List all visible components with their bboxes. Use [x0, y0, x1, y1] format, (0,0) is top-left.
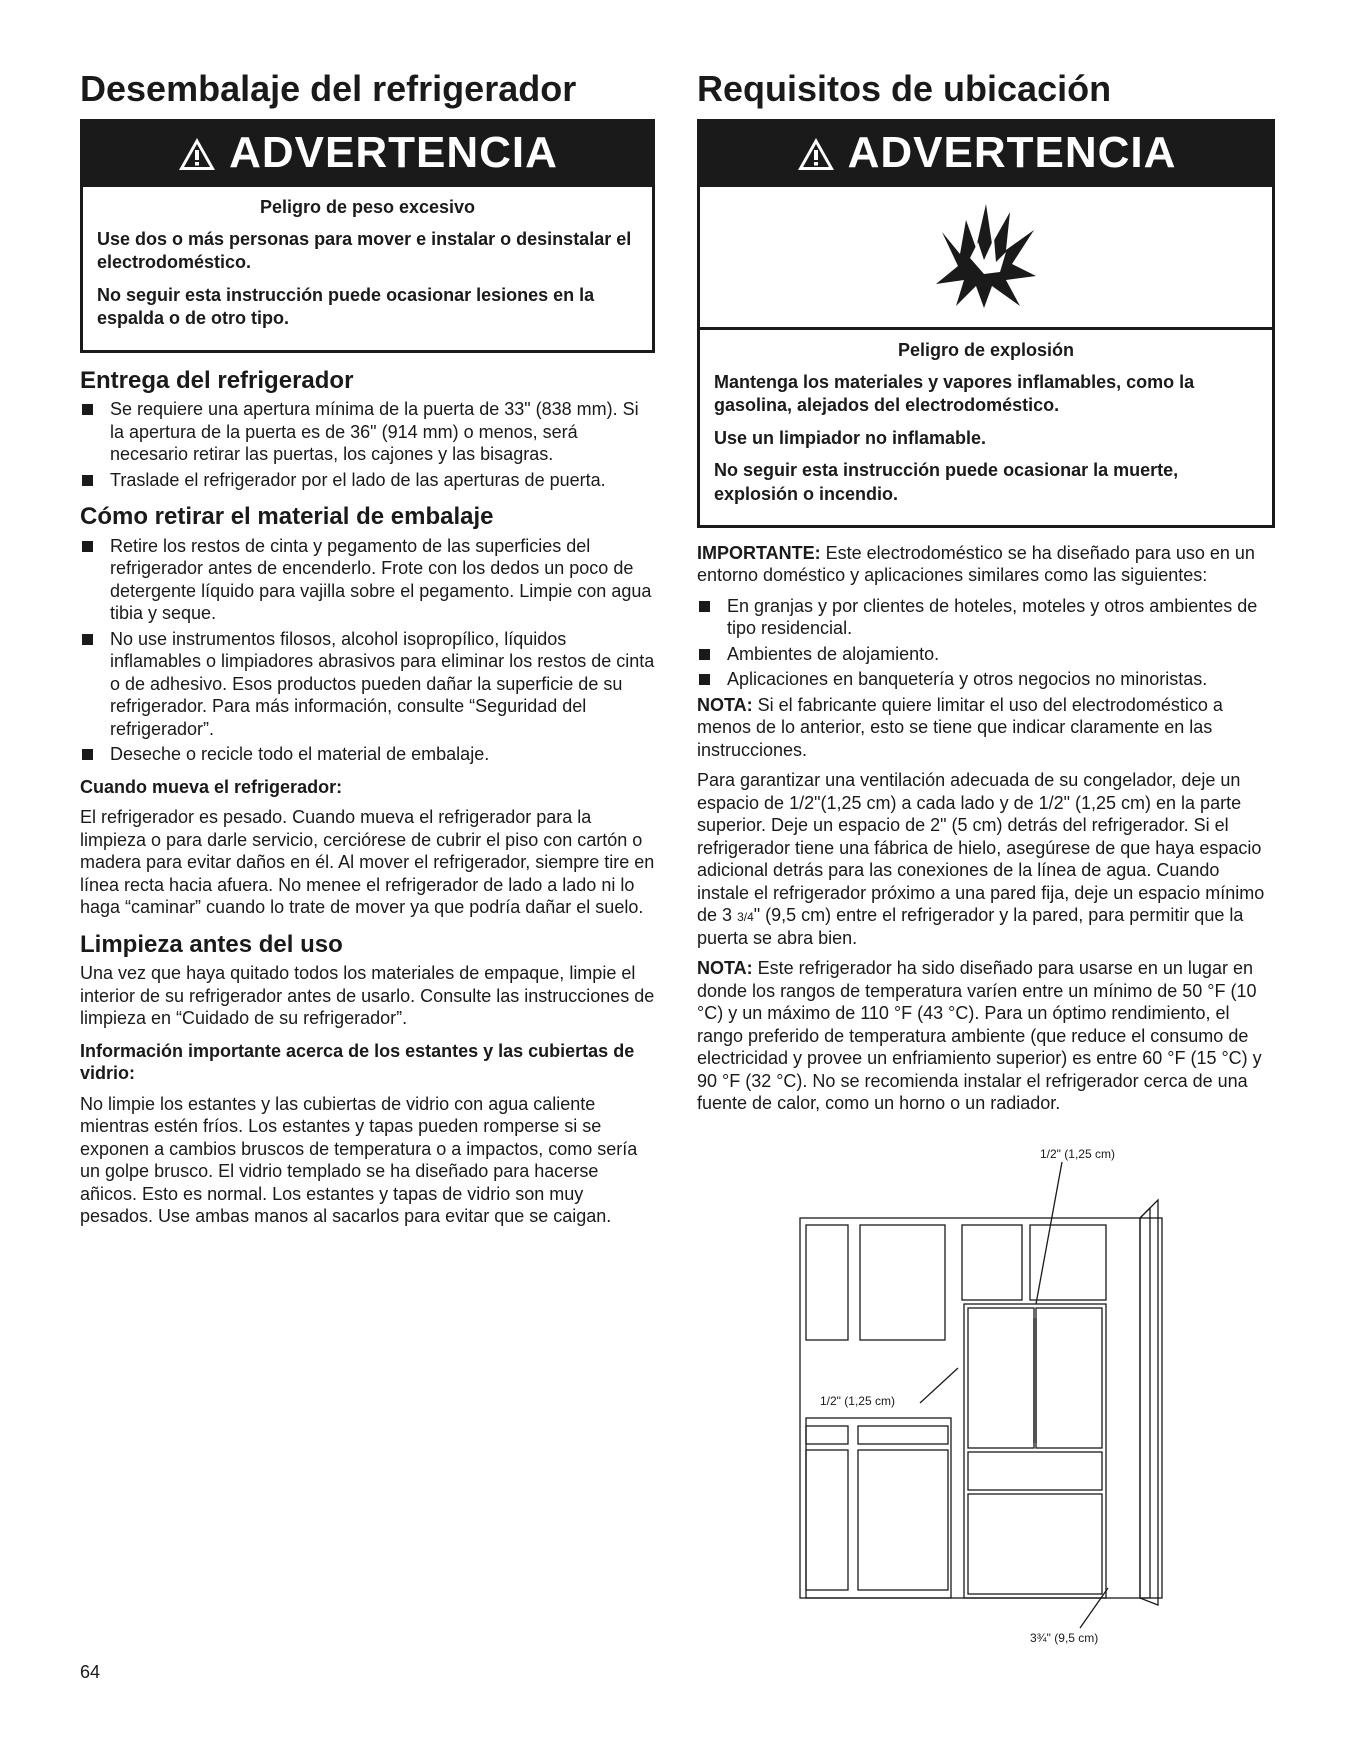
- usage-list: [697, 595, 1275, 691]
- note-text: Si el fabricante quiere limitar el uso del electrodoméstico a menos de lo anterior, esto se tiene que indicar claramente en las instrucciones.: [697, 694, 1223, 760]
- important-paragraph: [697, 542, 1275, 587]
- shelves-heading: Información importante acerca de los estantes y las cubiertas de vidrio:: [80, 1040, 635, 1084]
- right-title: Requisitos de ubicación: [697, 68, 1112, 109]
- warning-triangle-icon: [796, 136, 836, 172]
- right-column: [697, 68, 1275, 1123]
- temperature-note-paragraph: [697, 957, 1275, 1115]
- note-label: NOTA:: [697, 694, 753, 715]
- note-paragraph: [697, 694, 1275, 762]
- warning-line: Use un limpiador no inflamable.: [714, 427, 987, 448]
- wall-clearance-label: 3¾" (9,5 cm): [1030, 1631, 1099, 1645]
- note-text: Este refrigerador ha sido diseñado para usarse en un lugar en donde los rangos de temperatura varíen entre un mínimo de 50 °F (10 °C) y un máximo de 110 °F (43 °C). Para un óptimo rendimiento, el rango preferido de temperatura ambiente (que reduce el consumo de electricidad y provee un enfriamiento superior) es entre 60 °F (15 °C) y 90 °F (32 °C). No se recomienda instalar el refrigerador cerca de una fuente de calor, como un horno o un radiador.: [697, 958, 1262, 1114]
- top-clearance-label: 1/2" (1,25 cm): [1040, 1147, 1115, 1161]
- list-item: Traslade el refrigerador por el lado de las aperturas de puerta.: [80, 469, 655, 492]
- packing-list: [80, 535, 655, 766]
- warning-triangle-icon: [177, 136, 217, 172]
- warning-header: [83, 122, 652, 187]
- moving-heading: Cuando mueva el refrigerador:: [80, 776, 343, 797]
- warning-subtitle: Peligro de peso excesivo: [259, 196, 476, 217]
- side-clearance-label: 1/2" (1,25 cm): [820, 1394, 895, 1408]
- explosion-symbol-area: [700, 187, 1272, 330]
- note-label: NOTA:: [697, 958, 753, 979]
- cleaning-text: Una vez que haya quitado todos los materiales de empaque, limpie el interior de su refrigerador antes de usarlo. Consulte las instrucciones de limpieza en “Cuidado de su refrigerador”.: [80, 963, 655, 1029]
- warning-line: No seguir esta instrucción puede ocasionar la muerte, explosión o incendio.: [714, 460, 1179, 504]
- list-item: No use instrumentos filosos, alcohol isopropílico, líquidos inflamables o limpiadores abrasivos para eliminar los restos de cinta o de adhesivo. Esos productos pueden dañar la superficie de su refrigerador. Para más información, consulte “Seguridad del refrigerador”.: [80, 628, 655, 741]
- warning-body: [83, 187, 652, 350]
- important-label: IMPORTANTE:: [697, 542, 821, 563]
- warning-header-text: ADVERTENCIA: [847, 128, 1177, 178]
- list-item: Retire los restos de cinta y pegamento de las superficies del refrigerador antes de encenderlo. Frote con los dedos un poco de detergente líquido para vajilla sobre el pegamento. Limpie con agua tibia y seque.: [80, 535, 655, 625]
- list-item: Ambientes de alojamiento.: [697, 643, 1275, 666]
- clearance-diagram: [790, 1147, 1270, 1658]
- important-text: Este electrodoméstico se ha diseñado para uso en un entorno doméstico y aplicaciones similares como las siguientes:: [697, 542, 1255, 586]
- warning-line: No seguir esta instrucción puede ocasionar lesiones en la espalda o de otro tipo.: [97, 284, 595, 329]
- warning-subtitle: Peligro de explosión: [897, 339, 1075, 360]
- warning-body: [700, 330, 1272, 525]
- ventilation-paragraph: [697, 769, 1275, 949]
- warning-header: [700, 122, 1272, 187]
- delivery-heading: Entrega del refrigerador: [80, 366, 354, 394]
- warning-header-text: ADVERTENCIA: [229, 128, 558, 178]
- list-item: Aplicaciones en banquetería y otros negocios no minoristas.: [697, 668, 1275, 691]
- moving-text: El refrigerador es pesado. Cuando mueva el refrigerador para la limpieza o para darle servicio, cerciórese de cubrir el piso con cartón o madera para evitar daños en él. Al mover el refrigerador, siempre tire en línea recta hacia afuera. No menee el refrigerador de lado a lado ni lo haga “caminar” cuando lo trate de mover ya que podría dañar el suelo.: [80, 807, 655, 918]
- ventilation-text-end: " (9,5 cm) entre el refrigerador y la pared, para permitir que la puerta se abra bien.: [697, 905, 1244, 948]
- left-column: [80, 68, 655, 1236]
- explosion-warning-box: [697, 119, 1275, 528]
- ventilation-fraction: 3/4: [737, 910, 754, 925]
- shelves-text: No limpie los estantes y las cubiertas de vidrio con agua caliente mientras estén fríos. Los estantes y tapas pueden romperse si se exponen a cambios bruscos de temperatura o a impactos, como sería un golpe brusco. El vidrio templado se ha diseñado para hacerse añicos. Esto es normal. Los estantes y tapas de vidrio son muy pesados. Use ambas manos al sacarlos para evitar que se caigan.: [80, 1093, 638, 1227]
- ventilation-text: Para garantizar una ventilación adecuada de su congelador, deje un espacio de 1/2"(1,25 cm) a cada lado y de 1/2" (1,25 cm) en la parte superior. Deje un espacio de 2" (5 cm) detrás del refrigerador. Si el refrigerador tiene una fábrica de hielo, asegúrese de que haya espacio adicional detrás para las conexiones de la línea de agua. Cuando instale el refrigerador próximo a una pared fija, deje un espacio mínimo de 3: [697, 770, 1265, 926]
- cleaning-heading: Limpieza antes del uso: [80, 930, 343, 958]
- delivery-list: [80, 398, 655, 491]
- list-item: En granjas y por clientes de hoteles, moteles y otros ambientes de tipo residencial.: [697, 595, 1275, 640]
- left-title: Desembalaje del refrigerador: [80, 68, 577, 109]
- warning-line: Use dos o más personas para mover e instalar o desinstalar el electrodoméstico.: [97, 228, 632, 273]
- packing-heading: Cómo retirar el material de embalaje: [80, 503, 494, 531]
- warning-line: Mantenga los materiales y vapores inflamables, como la gasolina, alejados del electrodoméstico.: [714, 371, 1195, 416]
- weight-warning-box: [80, 119, 655, 352]
- page-number: 64: [80, 1662, 101, 1682]
- explosion-icon: [926, 202, 1046, 312]
- list-item: Se requiere una apertura mínima de la puerta de 33" (838 mm). Si la apertura de la puerta es de 36" (914 mm) o menos, será necesario retirar las puertas, los cajones y las bisagras.: [80, 398, 655, 466]
- list-item: Deseche o recicle todo el material de embalaje.: [80, 743, 655, 766]
